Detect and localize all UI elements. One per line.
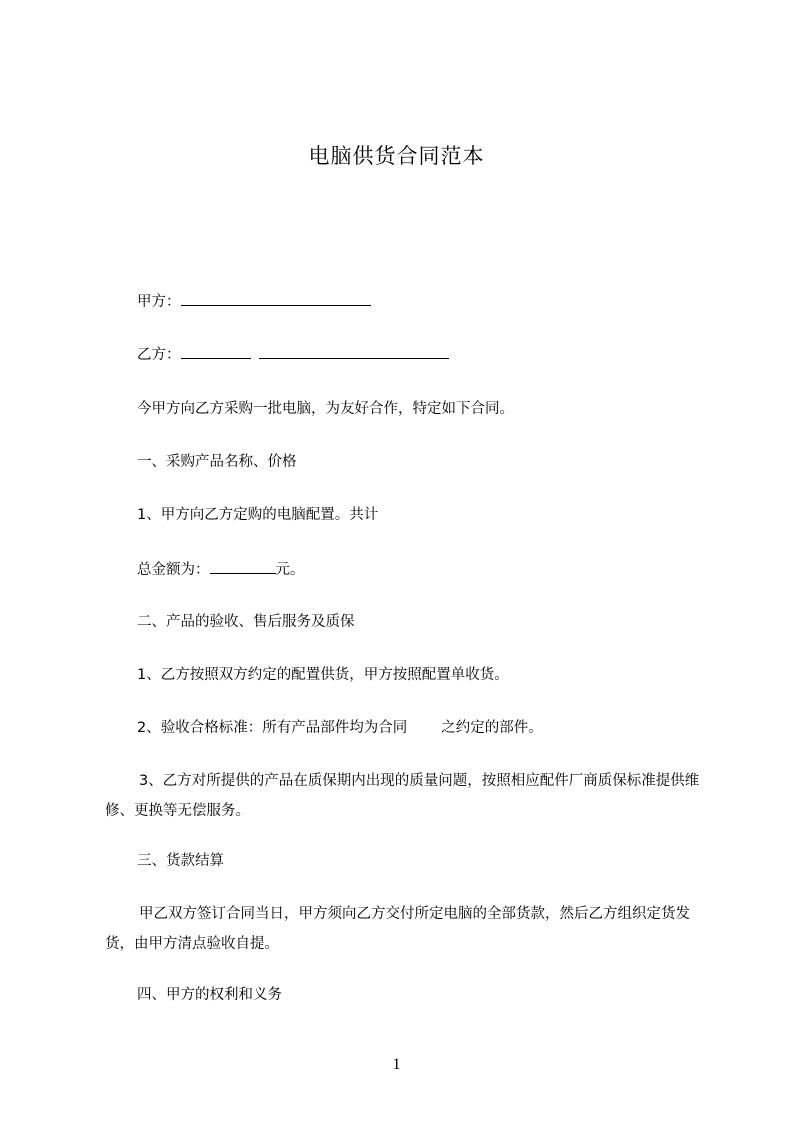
- section-2-item-2: [137, 717, 543, 739]
- intro-line: 今甲方向乙方采购一批电脑，为友好合作，特定如下合同。: [137, 401, 514, 417]
- section-2-heading: 二、产品的验收、售后服务及质保: [137, 614, 355, 630]
- party-a-blank: [181, 290, 371, 306]
- party-b-blank-short: [181, 343, 251, 359]
- party-b-label: 乙方：: [137, 347, 181, 363]
- section-1-heading: 一、采购产品名称、价格: [137, 454, 297, 470]
- section-2-item-3-text: 3、乙方对所提供的产品在质保期内出现的质量问题，按照相应配件厂商质保标准提供维修、更换等无偿服务。: [105, 773, 700, 819]
- section-3-body-text: 甲乙双方签订合同当日，甲方须向乙方交付所定电脑的全部货款，然后乙方组织定货发货，由甲方清点验收自提。: [105, 906, 690, 952]
- total-amount-label: 总金额为：: [137, 562, 210, 578]
- total-amount-line: [137, 558, 305, 581]
- section-2-item-2-part-2: 之约定的部件。: [441, 720, 543, 736]
- total-amount-unit: 元。: [275, 562, 305, 578]
- total-amount-blank: [210, 558, 276, 574]
- section-2-item-1: 1、乙方按照双方约定的配置供货，甲方按照配置单收货。: [137, 667, 509, 683]
- section-2-item-2-part-1: 2、验收合格标准：所有产品部件均为合同: [137, 720, 408, 736]
- party-b-line: [137, 343, 449, 366]
- section-2-item-3: [105, 766, 715, 826]
- party-a-line: [137, 290, 371, 313]
- page-number: 1: [392, 1056, 401, 1073]
- section-4-heading: 四、甲方的权利和义务: [137, 987, 282, 1003]
- section-3-heading: 三、货款结算: [137, 853, 224, 869]
- document-title: 电脑供货合同范本: [308, 144, 485, 168]
- party-b-blank-long: [259, 343, 449, 359]
- party-a-label: 甲方：: [137, 294, 181, 310]
- section-1-item-1: 1、甲方向乙方定购的电脑配置。共计: [137, 507, 379, 523]
- section-3-body: [105, 899, 715, 959]
